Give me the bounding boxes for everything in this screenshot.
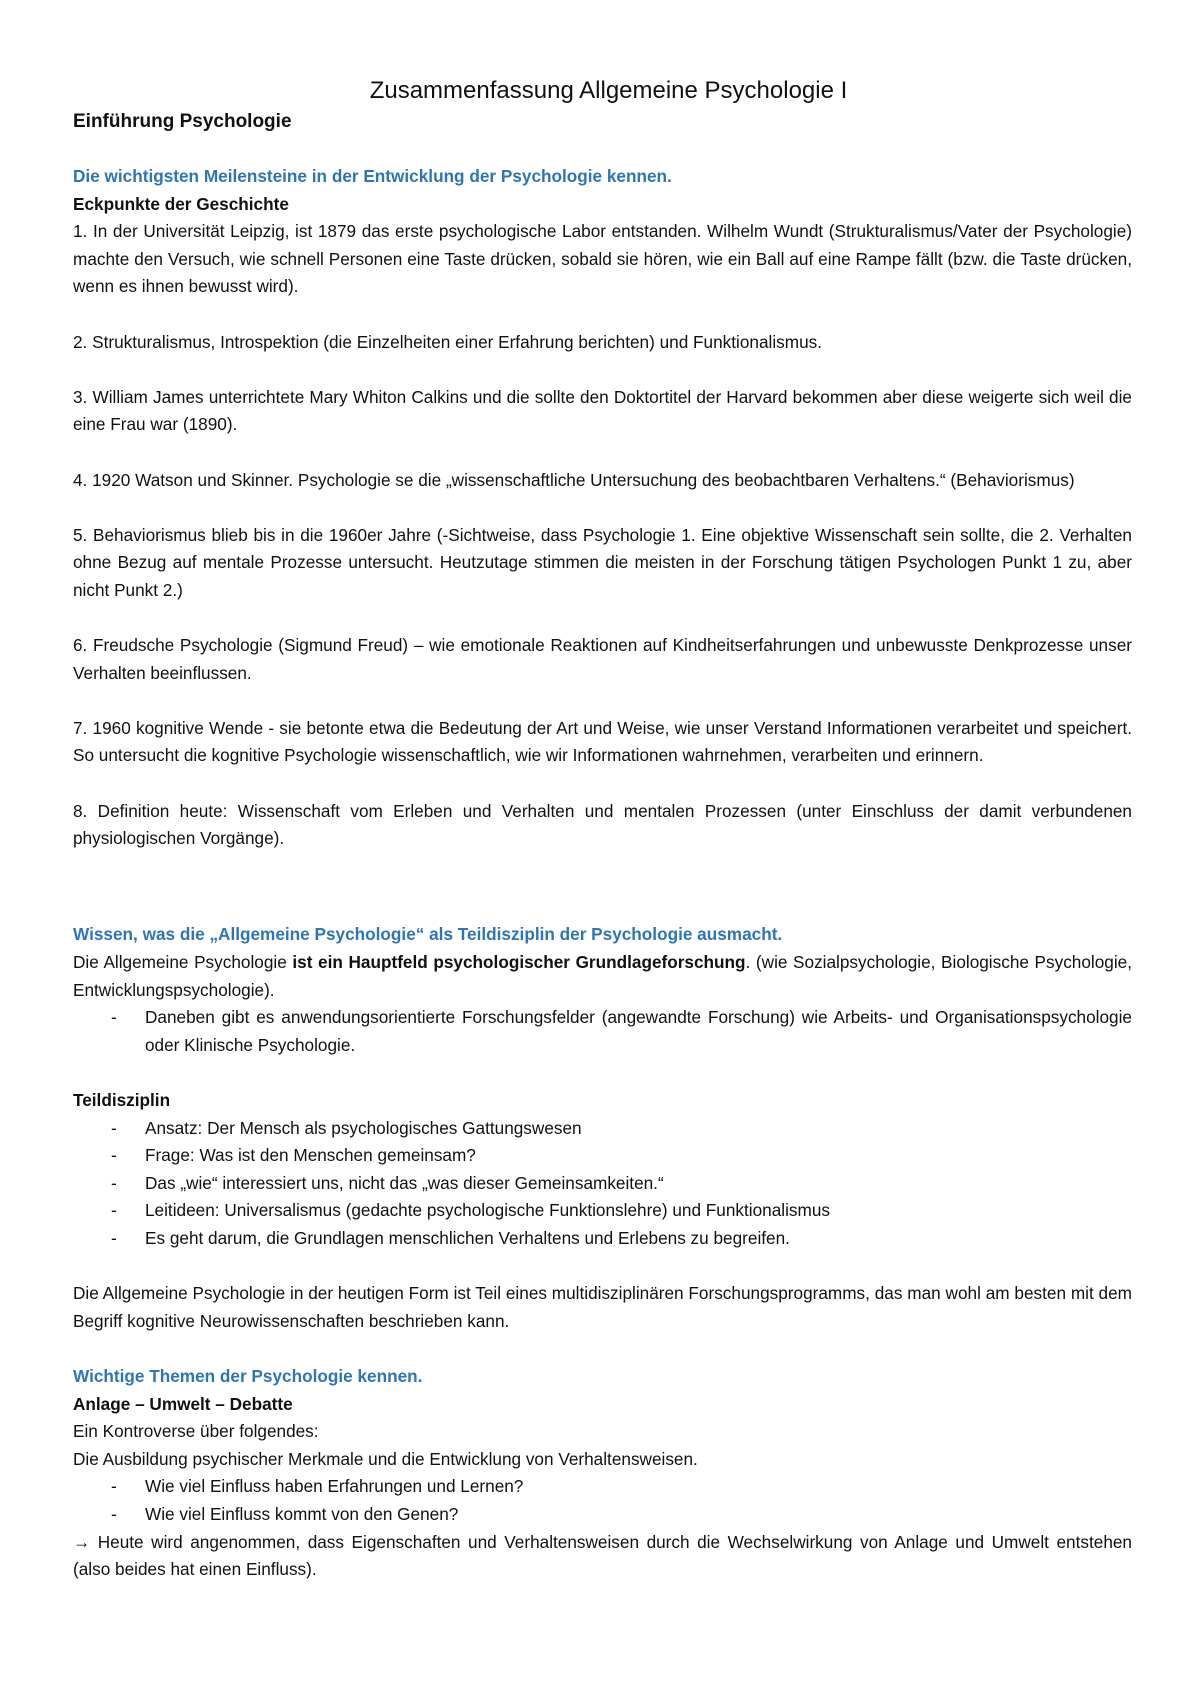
general-psychology-intro xyxy=(73,949,1132,1004)
subheading-teildisziplin: Teildisziplin xyxy=(73,1090,171,1110)
list-item-text: Das „wie“ interessiert uns, nicht das „was dieser Gemeinsamkeiten.“ xyxy=(145,1172,664,1193)
topic-conclusion xyxy=(73,1529,1132,1584)
dash-bullet: - xyxy=(111,1476,117,1497)
subheading-nature-nurture: Anlage – Umwelt – Debatte xyxy=(73,1393,293,1414)
milestone-item: 2. Strukturalismus, Introspektion (die Einzelheiten einer Erfahrung berichten) und Funktionalismus. xyxy=(73,331,822,352)
list-item xyxy=(73,1115,1132,1143)
document-title: Zusammenfassung Allgemeine Psychologie I xyxy=(369,77,848,104)
section-heading-milestones: Die wichtigsten Meilensteine in der Entwicklung der Psychologie kennen. xyxy=(73,166,672,186)
chapter-heading: Einführung Psychologie xyxy=(73,111,292,132)
intro-bullet-list xyxy=(73,1004,1132,1059)
list-item xyxy=(73,1197,1132,1225)
intro-text: Die Allgemeine Psychologie xyxy=(73,952,293,973)
conclusion-text: Heute wird angenommen, dass Eigenschaften und Verhaltensweisen durch die Wechselwirkung von Anlage und Umwelt entstehen (also beides hat einen Einfluss). xyxy=(73,1531,1132,1580)
dash-bullet: - xyxy=(111,1200,117,1221)
list-item xyxy=(73,1142,1132,1170)
topic-line: Die Ausbildung psychischer Merkmale und die Entwicklung von Verhaltensweisen. xyxy=(73,1448,698,1469)
milestone-item: 3. William James unterrichtete Mary Whiton Calkins und die sollte den Doktortitel der Harvard bekommen aber diese weigerte sich weil die eine Frau war (1890). xyxy=(73,386,1132,435)
dash-bullet: - xyxy=(111,1172,117,1193)
dash-bullet: - xyxy=(111,1503,117,1524)
arrow-right-icon: → xyxy=(73,1531,91,1552)
milestone-item: 7. 1960 kognitive Wende - sie betonte etwa die Bedeutung der Art und Weise, wie unser Verstand Informationen verarbeitet und speichert. So untersucht die kognitive Psychologie wissenschaftlich, wie wir Informationen wahrnehmen, verarbeiten und erinnern. xyxy=(73,717,1132,766)
dash-bullet: - xyxy=(111,1117,117,1138)
topic-line: Ein Kontroverse über folgendes: xyxy=(73,1421,319,1442)
teildisziplin-bullet-list xyxy=(73,1115,1132,1253)
milestone-item: 1. In der Universität Leipzig, ist 1879 das erste psychologische Labor entstanden. Wilhelm Wundt (Strukturalismus/Vater der Psychologie) machte den Versuch, wie schnell Personen eine Taste drücken, sobald sie hören, wie ein Ball auf eine Rampe fällt (bzw. die Taste drücken, wenn es ihnen bewusst wird). xyxy=(73,221,1132,297)
list-item-text: Es geht darum, die Grundlagen menschlichen Verhaltens und Erlebens zu begreifen. xyxy=(145,1227,790,1248)
list-item-text: Daneben gibt es anwendungsorientierte Forschungsfelder (angewandte Forschung) wie Arbeits- und Organisationspsychologie oder Klinische Psychologie. xyxy=(145,1007,1132,1055)
list-item-text: Frage: Was ist den Menschen gemeinsam? xyxy=(145,1145,476,1166)
section-heading-general-psychology: Wissen, was die „Allgemeine Psychologie“ als Teildisziplin der Psychologie ausmacht. xyxy=(73,924,783,945)
dash-bullet: - xyxy=(111,1007,117,1028)
intro-text-end: . (wie Sozialpsychologie, Biologische Psychologie, Entwicklungspsychologie). xyxy=(73,952,1133,1000)
list-item-text: Wie viel Einfluss kommt von den Genen? xyxy=(145,1503,459,1524)
list-item xyxy=(73,1225,1132,1253)
intro-bold-text: ist ein Hauptfeld psychologischer Grundlageforschung xyxy=(292,952,746,973)
list-item xyxy=(73,1170,1132,1198)
list-item xyxy=(73,1501,1132,1529)
list-item-text: Leitideen: Universalismus (gedachte psychologische Funktionslehre) und Funktionalismus xyxy=(145,1200,830,1221)
topic-bullet-list xyxy=(73,1473,1132,1528)
milestone-item: 5. Behaviorismus blieb bis in die 1960er Jahre (-Sichtweise, dass Psychologie 1. Eine objektive Wissenschaft sein sollte, die 2. Verhalten ohne Bezug auf mentale Prozesse untersucht. Heutzutage stimmen die meisten in der Forschung tätigen Psychologen Punkt 1 zu, aber nicht Punkt 2.) xyxy=(73,524,1132,600)
milestone-item: 4. 1920 Watson und Skinner. Psychologie se die „wissenschaftliche Untersuchung des beobachtbaren Verhaltens.“ (Behaviorismus) xyxy=(73,469,1075,490)
dash-bullet: - xyxy=(111,1145,117,1166)
list-item xyxy=(73,1004,1132,1059)
list-item-text: Ansatz: Der Mensch als psychologisches Gattungswesen xyxy=(145,1117,582,1138)
dash-bullet: - xyxy=(111,1227,117,1248)
list-item xyxy=(73,1473,1132,1501)
section-heading-topics: Wichtige Themen der Psychologie kennen. xyxy=(73,1365,423,1386)
milestone-item: 6. Freudsche Psychologie (Sigmund Freud) – wie emotionale Reaktionen auf Kindheitserfahrungen und unbewusste Denkprozesse unser Verhalten beeinflussen. xyxy=(73,635,1132,683)
subheading-history: Eckpunkte der Geschichte xyxy=(73,193,289,214)
list-item-text: Wie viel Einfluss haben Erfahrungen und Lernen? xyxy=(145,1476,524,1497)
general-psychology-closing: Die Allgemeine Psychologie in der heutigen Form ist Teil eines multidisziplinären Forschungsprogramms, das man wohl am besten mit dem Begriff kognitive Neurowissenschaften beschrieben kann. xyxy=(73,1283,1132,1331)
milestone-item: 8. Definition heute: Wissenschaft vom Erleben und Verhalten und mentalen Prozessen (unter Einschluss der damit verbundenen physiologischen Vorgänge). xyxy=(73,800,1132,849)
